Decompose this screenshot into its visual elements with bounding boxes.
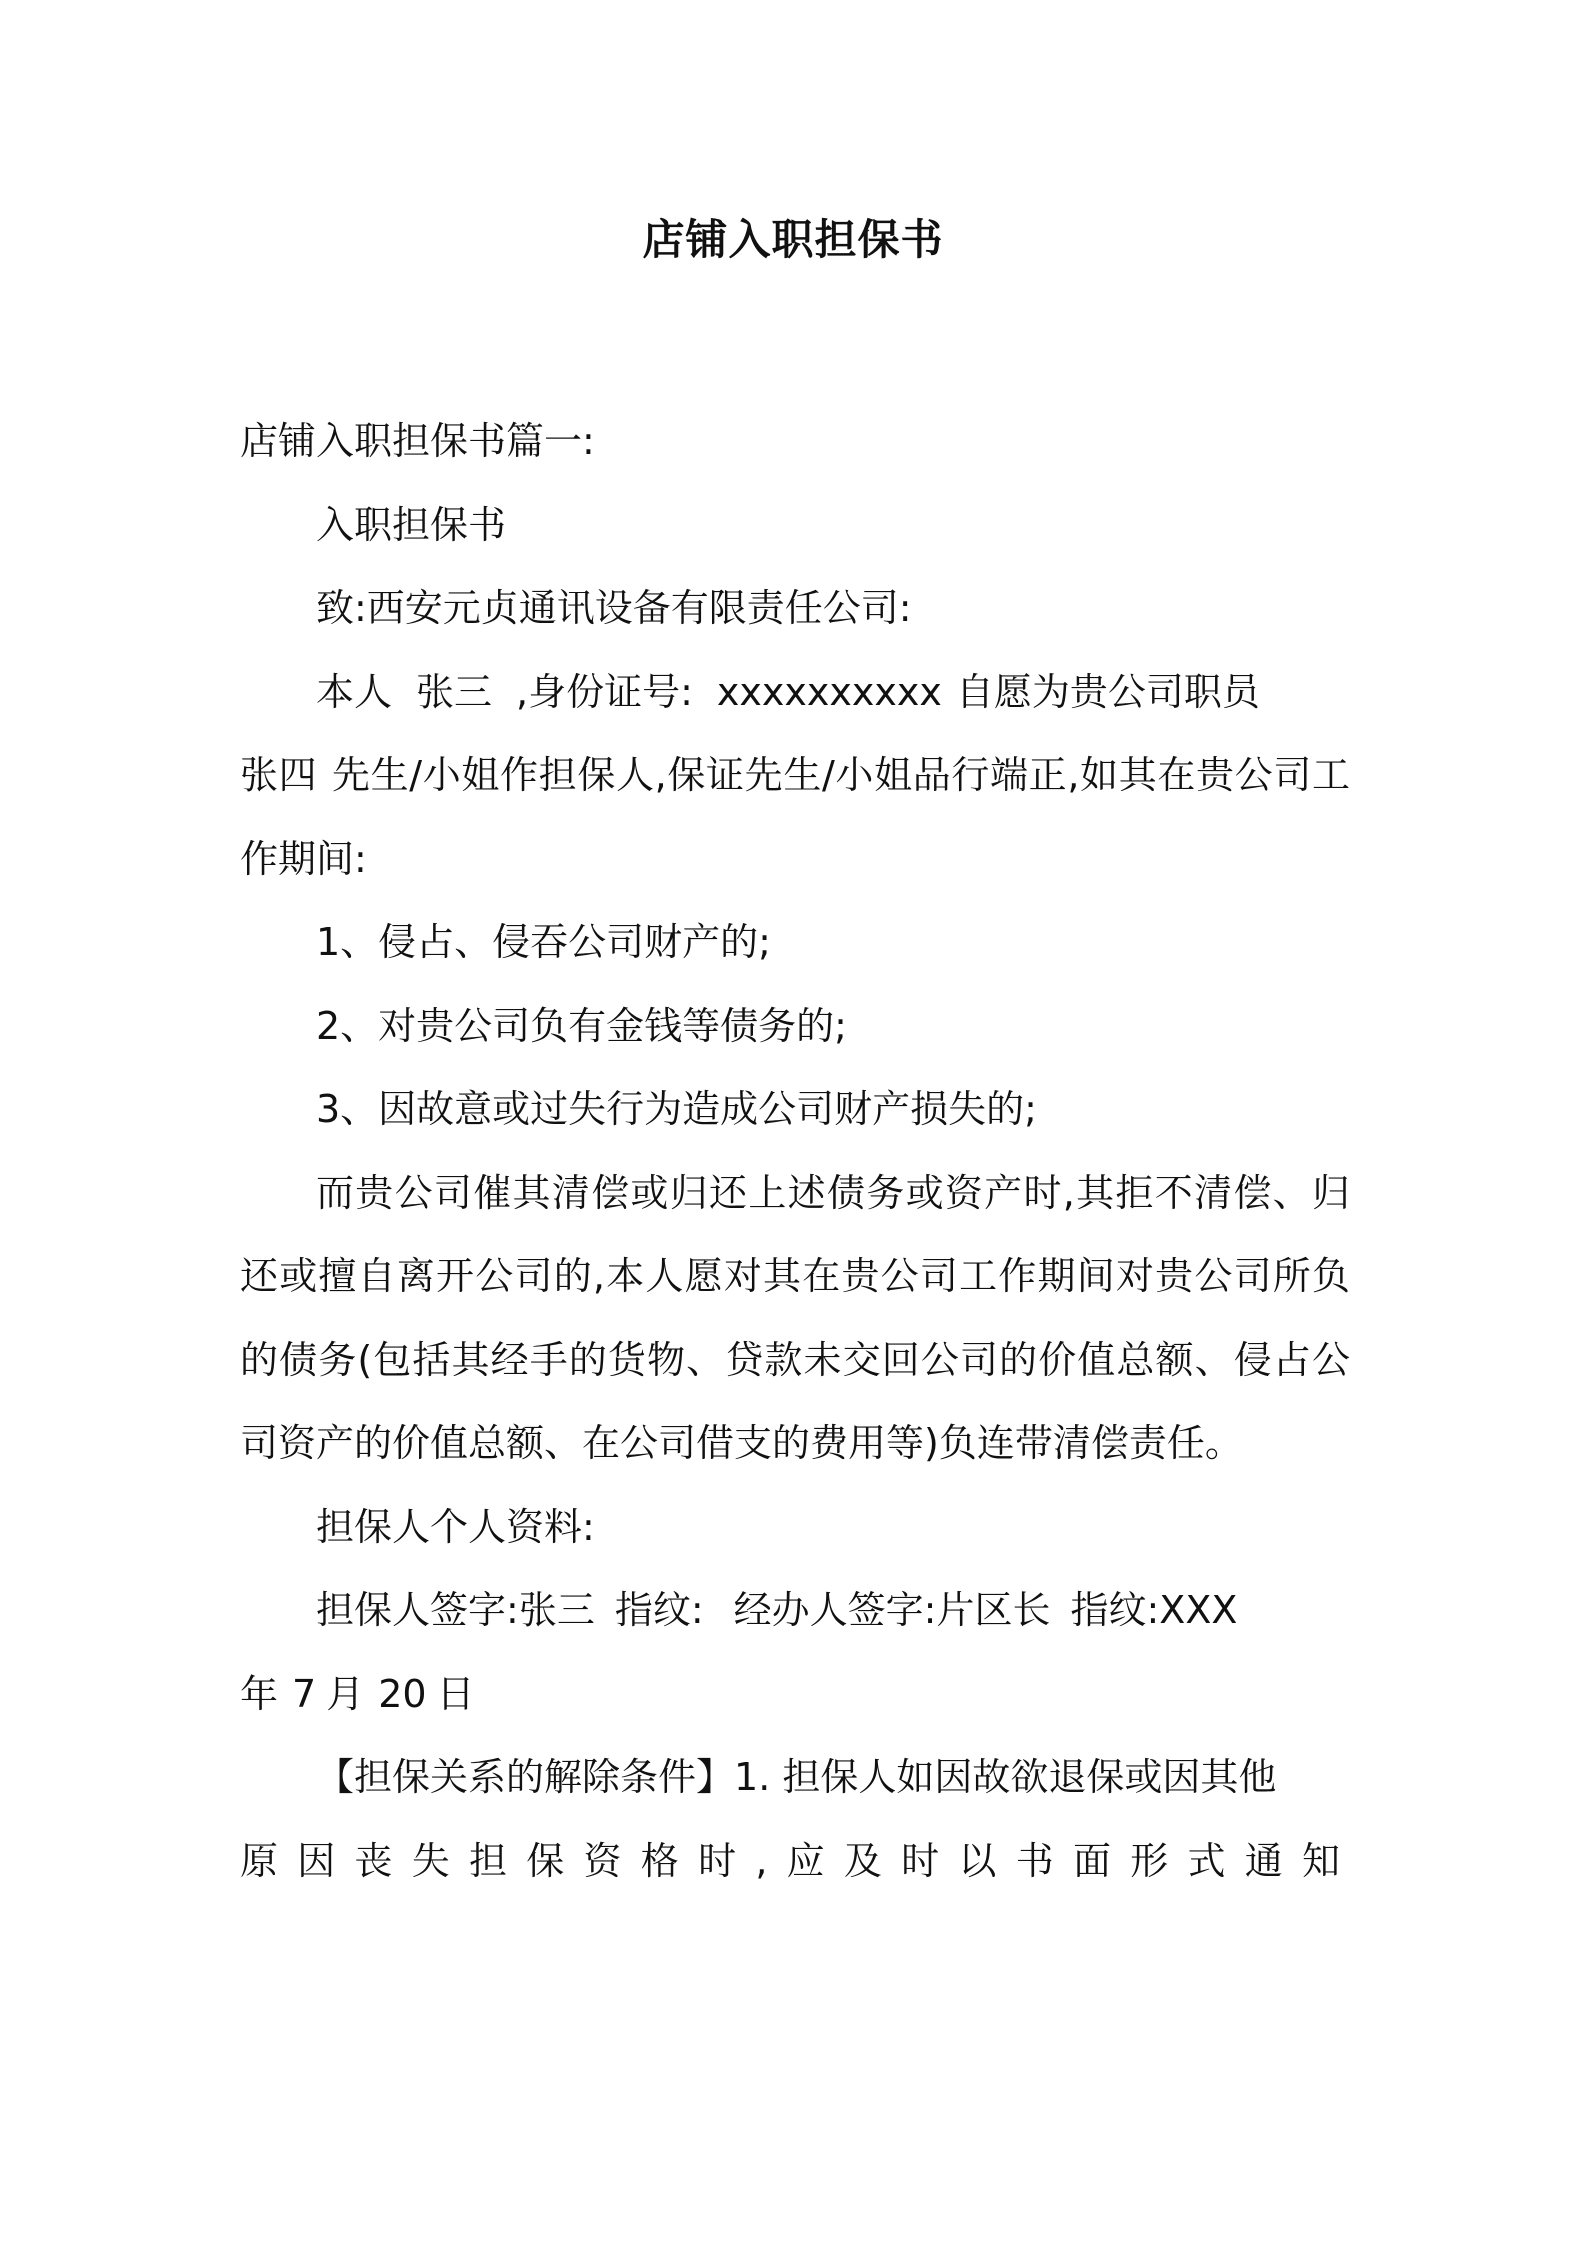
fingerprint-label-2: 指纹: [1070,1588,1160,1632]
day-unit: 日 [436,1671,475,1716]
year-value: XXX [1159,1588,1238,1632]
guarantor-sign-value: 张三 [518,1588,595,1632]
statement-rest: 先生/小姐作担保人,保证先生/小姐品行端正,如其在贵公司工作期间: [240,753,1350,881]
release-clause-heading: 【担保关系的解除条件】 [316,1755,735,1799]
handler-sign-value: 片区长 [936,1588,1051,1632]
fingerprint-label-1: 指纹: [614,1588,704,1632]
volunteer-text: 自愿为贵公司职员 [955,669,1260,714]
liability-paragraph: 而贵公司催其清偿或归还上述债务或资产时,其拒不清偿、归还或擅自离开公司的,本人愿对其在贵公司工作期间对贵公司所负的债务(包括其经手的货物、贷款未交回公司的价值总额、侵占公司资产的价值总额、在公司借支的费用等)负连带清偿责任。 [240,1170,1350,1465]
month-unit: 月 [326,1671,365,1716]
addressee-line: 致:西安元贞通讯设备有限责任公司: [316,586,912,630]
condition-item-1: 1、侵占、侵吞公司财产的; [316,920,771,964]
release-clause-text-1: 1. 担保人如因故欲退保或因其他 [734,1755,1277,1799]
year-unit: 年 [240,1671,279,1716]
guarantor-sign-label: 担保人签字: [316,1588,519,1632]
guarantor-info-heading: 担保人个人资料: [316,1504,595,1549]
id-label: ,身份证号: [516,669,693,714]
employee-name: 张四 [240,753,318,797]
handler-sign-label: 经办人签字: [733,1588,937,1632]
letter-title: 入职担保书 [316,502,507,547]
signature-line [240,1569,1350,1736]
id-number: xxxxxxxxxx [716,669,942,714]
guarantor-name: 张三 [416,669,493,714]
release-clause-line-2: 原因丧失担保资格时,应及时以书面形式通知 [240,1838,1350,1883]
month-value: 7 [292,1671,317,1716]
day-value: 20 [378,1671,427,1716]
statement-intro: 本人 [316,669,393,714]
condition-item-2: 2、对贵公司负有金钱等债务的; [316,1003,847,1048]
document-body [240,400,1350,1903]
section-heading: 店铺入职担保书篇一: [240,419,595,463]
guarantee-statement [240,651,1350,902]
document-title: 店铺入职担保书 [642,215,944,264]
release-clause-line-1 [240,1736,1350,1820]
condition-item-3: 3、因故意或过失行为造成公司财产损失的; [316,1087,1037,1131]
